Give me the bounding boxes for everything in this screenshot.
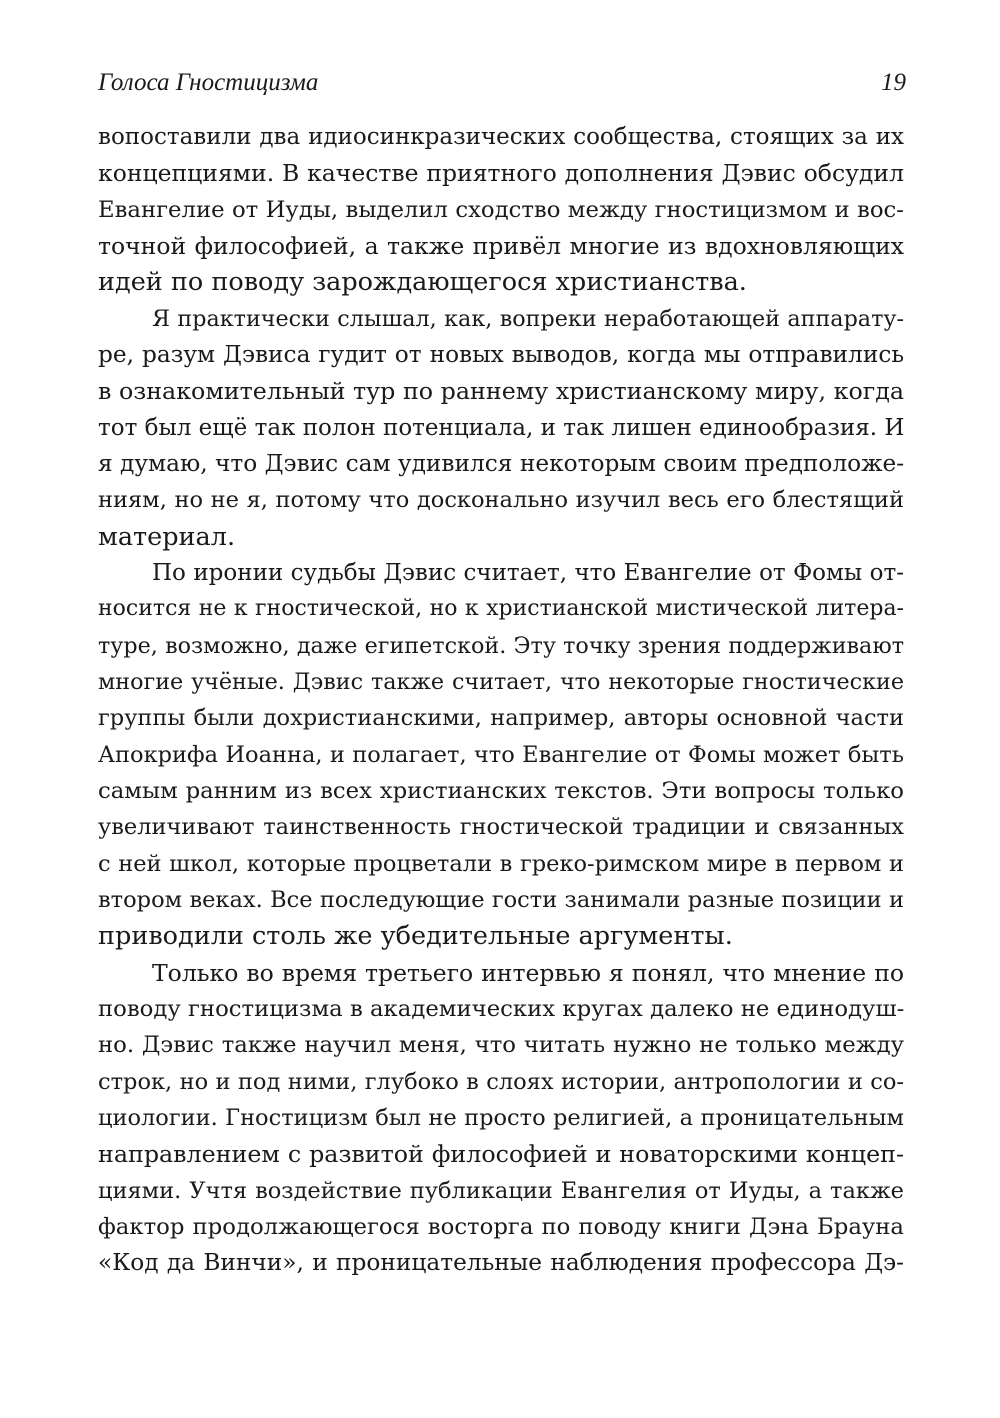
- text-line: с ней школ, которые процветали в греко-римском мире в первом и: [98, 850, 904, 877]
- text-line: ре, разум Дэвиса гудит от новых выводов, когда мы отправились: [98, 340, 904, 368]
- running-head-title: Голоса Гностицизма: [98, 69, 319, 96]
- text-line: Я практически слышал, как, вопреки неработающей аппарату-: [152, 305, 904, 332]
- text-line: приводили столь же убедительные аргументы.: [98, 921, 733, 952]
- text-line: поводу гностицизма в академических кругах далеко не единодуш-: [98, 995, 904, 1022]
- text-line: я думаю, что Дэвис сам удивился некоторым своим предположе-: [98, 449, 904, 477]
- text-line: втором веках. Все последующие гости занимали разные позиции и: [98, 886, 904, 913]
- text-line: в ознакомительный тур по раннему христианскому миру, когда: [98, 377, 904, 406]
- body-text: [98, 119, 904, 1282]
- page-number: 19: [881, 69, 906, 96]
- text-line: носится не к гностической, но к христианской мистической литера-: [98, 596, 904, 622]
- text-line: группы были дохристианскими, например, авторы основной части: [98, 705, 904, 732]
- text-line: идей по поводу зарождающегося христианства.: [98, 267, 747, 298]
- text-line: фактор продолжающегося восторга по поводу книги Дэна Брауна: [98, 1213, 904, 1240]
- text-line: циями. Учтя воздействие публикации Евангелия от Иуды, а также: [98, 1177, 904, 1204]
- text-line: циологии. Гностицизм был не просто религией, а проницательным: [98, 1104, 904, 1131]
- text-line: ниям, но не я, потому что досконально изучил весь его блестящий: [98, 487, 904, 514]
- text-line: но. Дэвис также научил меня, что читать нужно не только между: [98, 1032, 904, 1059]
- text-line: Апокрифа Иоанна, и полагает, что Евангелие от Фомы может быть: [98, 741, 904, 768]
- text-line: увеличивают таинственность гностической традиции и связанных: [98, 814, 904, 841]
- text-line: тот был ещё так полон потенциала, и так лишен единообразия. И: [98, 414, 904, 441]
- text-line: многие учёные. Дэвис также считает, что некоторые гностические: [98, 668, 904, 695]
- text-line: самым ранним из всех христианских текстов. Эти вопросы только: [98, 777, 904, 804]
- text-line: материал.: [98, 521, 236, 552]
- text-line: строк, но и под ними, глубоко в слоях истории, антропологии и со-: [98, 1068, 904, 1095]
- text-line: «Код да Винчи», и проницательные наблюдения профессора Дэ-: [98, 1249, 904, 1277]
- text-line: концепциями. В качестве приятного дополнения Дэвис обсудил: [98, 159, 904, 188]
- text-line: направлением с развитой философией и новаторскими концеп-: [98, 1140, 904, 1169]
- text-line: точной философией, а также привёл многие из вдохновляющих: [98, 231, 904, 260]
- text-line: туре, возможно, даже египетской. Эту точку зрения поддерживают: [98, 632, 904, 659]
- text-line: Евангелие от Иуды, выделил сходство между гностицизмом и вос-: [98, 196, 904, 223]
- text-line: По иронии судьбы Дэвис считает, что Евангелие от Фомы от-: [152, 559, 904, 586]
- running-head: [98, 66, 906, 100]
- text-line: Только во время третьего интервью я понял, что мнение по: [152, 958, 904, 987]
- text-line: вопоставили два идиосинкразических сообщества, стоящих за их: [98, 124, 904, 150]
